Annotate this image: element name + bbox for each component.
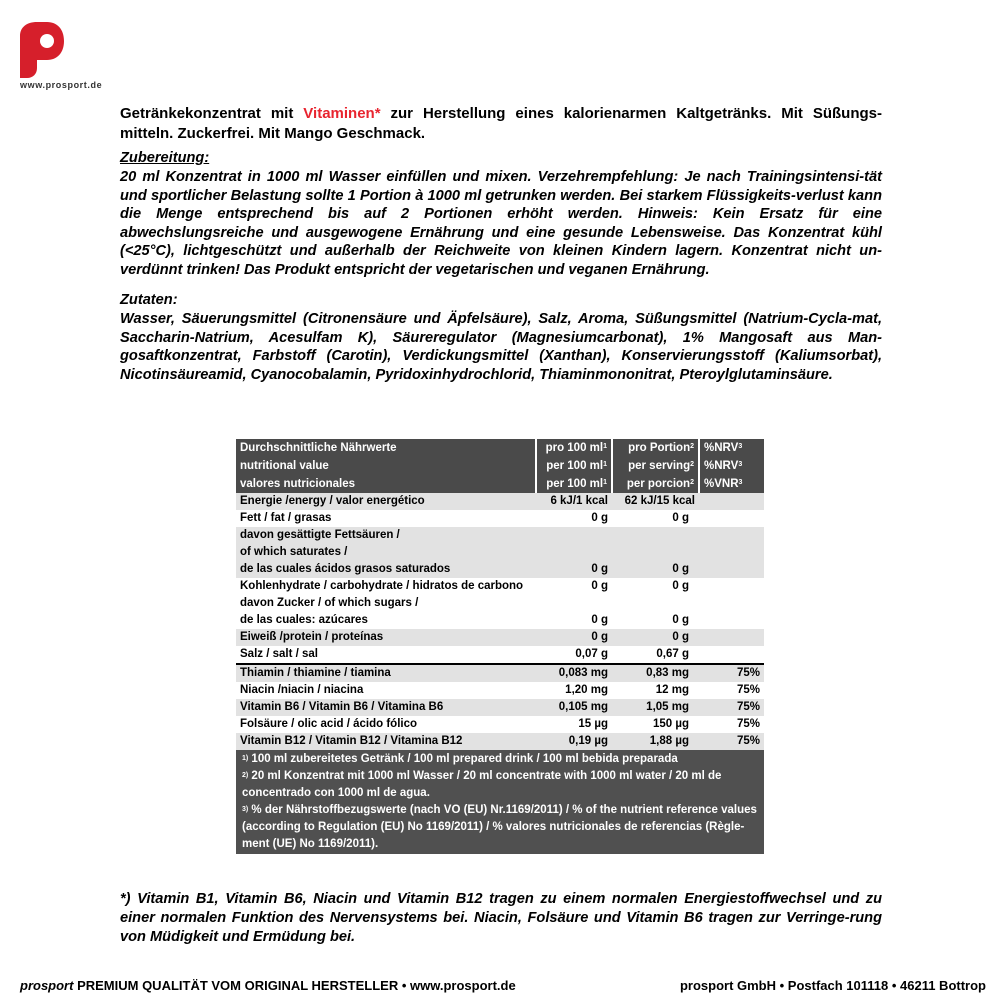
table-row-vitamin: Folsäure / olic acid / ácido fólico 15 µg 150 µg 75% — [240, 718, 760, 730]
intro-text-2: zur Herstellung eines kalorienarmen Kaltgetränks. Mit Süßungs-mitteln. Zuckerfrei. Mit Mango Geschmack. — [120, 105, 882, 142]
table-row-protein: Eiweiß /protein / proteínas 0 g 0 g — [236, 629, 764, 646]
header-per100: pro 100 $ml^1$ — [536, 439, 612, 457]
logo-url: www.prosport.de — [20, 80, 103, 90]
table-row-salt: Salz / salt / sal 0,07 g 0,67 g — [240, 648, 689, 660]
header-per100: per 100 $ml^1$ — [536, 457, 612, 475]
intro-text-1: Getränkekonzentrat mit — [120, 105, 304, 122]
header-label: nutritional value — [236, 457, 536, 475]
preparation-text: 20 ml Konzentrat in 1000 ml Wasser einfüllen und mixen. Verzehrempfehlung: Je nach Trainingsintensi-tät und sportlicher Belastung sollte 1 Portion à 1000 ml getrunken werden. Bei starkem Flüssigkeits-verlust kann die Menge entsprechend bis auf 2 Portionen erhöht werden. Hinweis: Kein Ersatz für eine abwechslungsreiche und ausgewogene Ernährung und eine gesunde Lebensweise. Das Konzentrat kühl (<25°C), lichtgeschützt und außerhalb der Reichweite von kleinen Kindern lagern. Konzentrat nicht un-verdünnt trinken! Das Produkt entspricht der vegetarischen und veganen Ernährung. — [120, 169, 882, 278]
table-row-vitamin: Vitamin B6 / Vitamin B6 / Vitamina B6 0,105 mg 1,05 mg 75% — [236, 699, 764, 716]
nutrition-table — [236, 439, 764, 854]
preparation-heading: Zubereitung: — [120, 150, 210, 166]
prosport-p-logo-icon — [20, 22, 64, 78]
header-nrv: %NRV$^3$ — [699, 439, 764, 457]
header-nrv: %VNR$^3$ — [699, 475, 764, 493]
footnote-2: $^{2)}$ 20 ml Konzentrat mit 1000 ml Wasser / 20 ml concentrate with 1000 ml water / 20 ml de concentrado con 1000 ml de agua. — [242, 770, 722, 799]
table-row-carbs: Kohlenhydrate / carbohydrate / hidratos de carbono 0 g 0 g — [240, 580, 689, 592]
footnote-3: $^{3)}$ % der Nährstoffbezugswerte (nach VO (EU) Nr.1169/2011) / % of the nutrient reference values (according to Regulation (EU) No 1169/2011) / % valores nutricionales de referencias (Règle-ment (UE) No 1169/2011). — [242, 804, 757, 850]
table-row-energy: Energie /energy / valor energético 6 kJ/1 kcal 62 kJ/15 kcal — [236, 493, 764, 510]
header-portion: per porcion$^2$ — [612, 475, 699, 493]
table-footnotes — [236, 750, 764, 854]
footnote-1: $^{1)}$ 100 ml zubereitetes Getränk / 100 ml prepared drink / 100 ml bebida preparada — [242, 753, 678, 765]
header-portion: pro Portion$^2$ — [612, 439, 699, 457]
footer-right: prosport GmbH • Postfach 101118 • 46211 Bottrop — [679, 978, 986, 993]
table-row-vitamin: Thiamin / thiamine / tiamina 0,083 mg 0,83 mg 75% — [236, 664, 764, 682]
header-label: Durchschnittliche Nährwerte — [236, 439, 536, 457]
footer-brand: prosport — [20, 978, 74, 993]
table-header-row — [236, 457, 764, 475]
table-header-row — [236, 475, 764, 493]
table-row-saturates: davon gesättigte Fettsäuren / of which saturates / de las cuales ácidos grasos saturados 0 g 0 g — [236, 527, 764, 578]
header-label: valores nutricionales — [236, 475, 536, 493]
product-intro — [120, 104, 882, 144]
header-per100: per 100 $ml^1$ — [536, 475, 612, 493]
footer-left: prosport PREMIUM QUALITÄT VOM ORIGINAL HERSTELLER • www.prosport.de — [20, 978, 516, 993]
table-row-sugars: davon Zucker / of which sugars / de las cuales: azúcares 0 g 0 g — [240, 597, 689, 626]
ingredients-heading: Zutaten: — [120, 292, 178, 308]
intro-highlight: Vitaminen* — [303, 105, 381, 122]
header-nrv: %NRV$^3$ — [699, 457, 764, 475]
table-header-row — [236, 439, 764, 457]
table-row-vitamin: Vitamin B12 / Vitamin B12 / Vitamina B12 0,19 µg 1,88 µg 75% — [236, 733, 764, 750]
vitamin-claim-note: *) Vitamin B1, Vitamin B6, Niacin und Vitamin B12 tragen zu einem normalen Energiestoffwechsel und zu einer normalen Funktion des Nervensystems bei. Niacin, Folsäure und Vitamin B6 tragen zur Verringe-rung von Müdigkeit und Ermüdung bei. — [120, 891, 882, 945]
table-row-fat: Fett / fat / grasas 0 g 0 g — [240, 512, 689, 524]
table-row-vitamin: Niacin /niacin / niacina 1,20 mg 12 mg 75% — [240, 684, 760, 696]
brand-logo — [20, 22, 120, 90]
header-portion: per serving$^2$ — [612, 457, 699, 475]
ingredients-text: Wasser, Säuerungsmittel (Citronensäure und Äpfelsäure), Salz, Aroma, Süßungsmittel (Natrium-Cycla-mat, Saccharin-Natrium, Acesulfam K), Säureregulator (Magnesiumcarbonat), 1% Mangosaft aus Man-gosaftkonzentrat, Farbstoff (Carotin), Verdickungsmittel (Xanthan), Konservierungsstoff (Kaliumsorbat), Nicotinsäureamid, Cyanocobalamin, Pyridoxinhydrochlorid, Thiaminmononitrat, Pteroylglutaminsäure. — [120, 311, 882, 383]
